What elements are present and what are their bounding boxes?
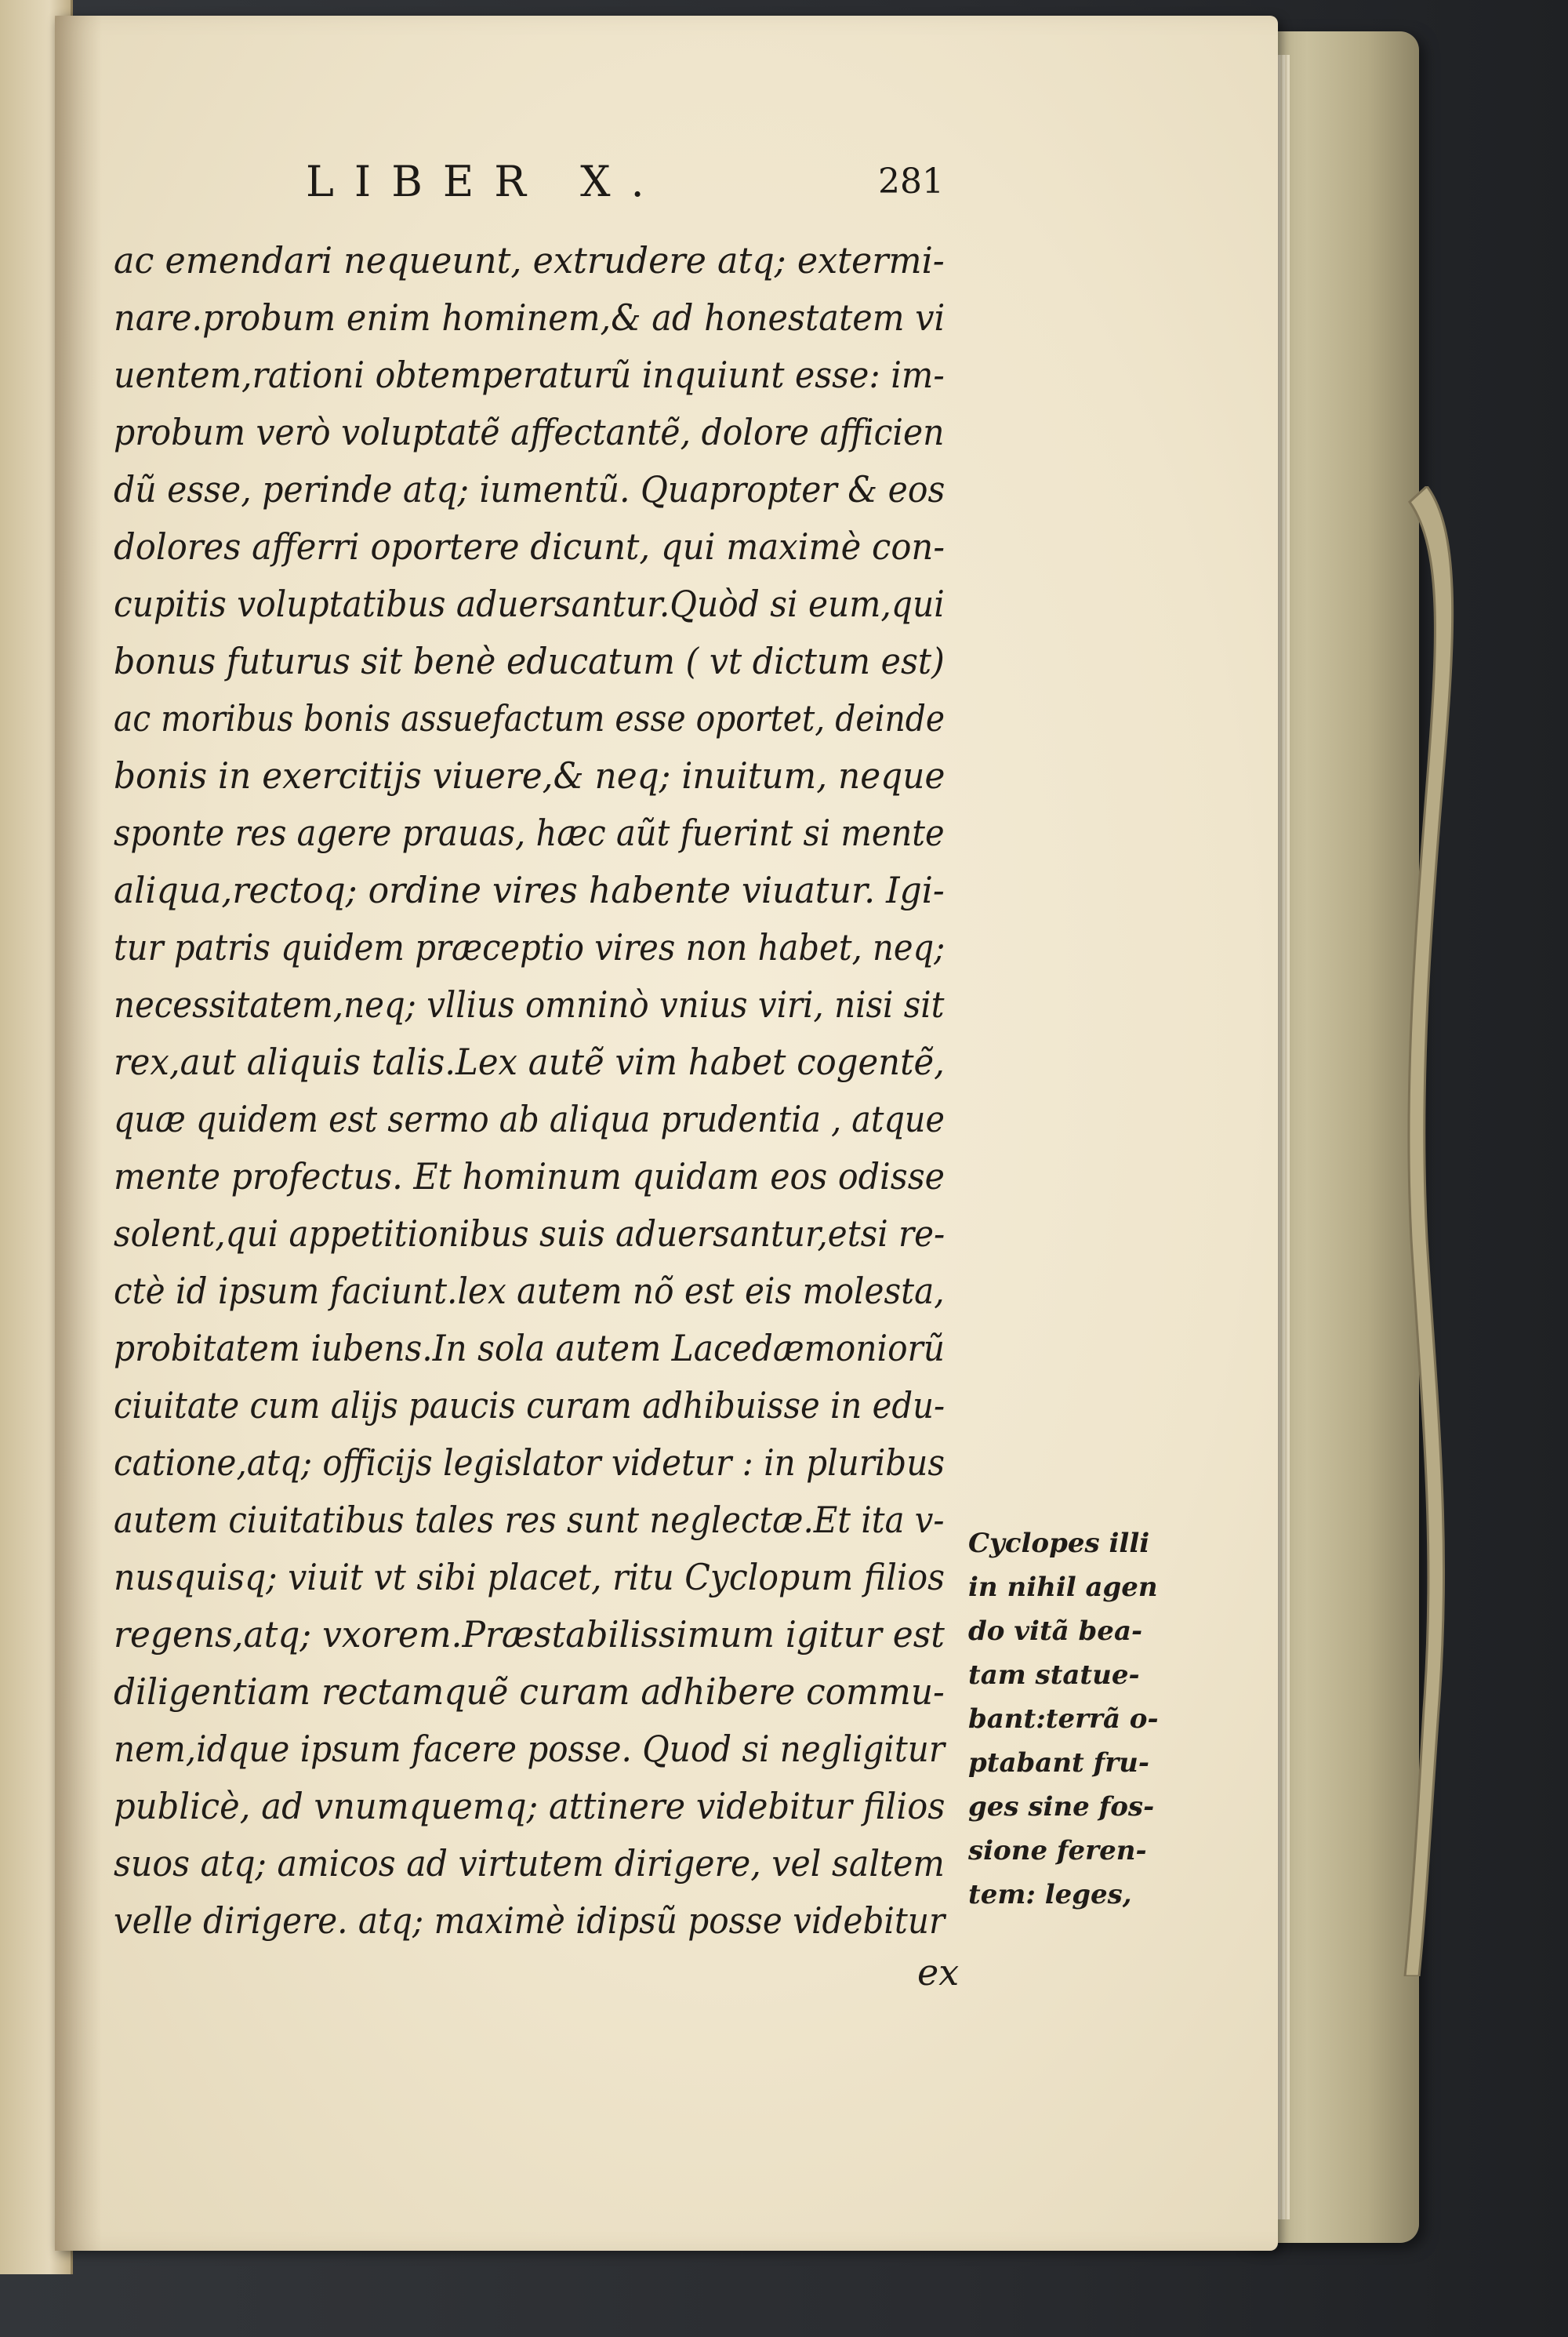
page-number: 281 bbox=[878, 162, 944, 202]
margin-note-line: bant:terrã o- bbox=[968, 1703, 1159, 1735]
margin-note-line: ptabant fru- bbox=[968, 1747, 1149, 1779]
text-line: ctè id ipsum faciunt.lex autem nõ est eis molesta, bbox=[114, 1270, 945, 1312]
margin-note-line: in nihil agen bbox=[968, 1572, 1158, 1603]
text-line: catione,atq; officijs legislator videtur : in pluribus bbox=[114, 1441, 945, 1484]
margin-note-line: Cyclopes illi bbox=[968, 1528, 1150, 1559]
text-line: nusquisq; viuit vt sibi placet, ritu Cyclopum filios bbox=[114, 1556, 946, 1598]
text-line: probitatem iubens.In sola autem Lacedæmoniorũ bbox=[114, 1327, 946, 1369]
text-line: nem,idque ipsum facere posse. Quod si negligitur bbox=[114, 1728, 945, 1770]
text-line: ac emendari nequeunt, extrudere atq; extermi- bbox=[114, 239, 945, 282]
text-line: ac moribus bonis assuefactum esse oportet, deinde bbox=[114, 697, 946, 740]
text-line: suos atq; amicos ad virtutem dirigere, vel saltem bbox=[114, 1842, 945, 1885]
text-line: bonus futurus sit benè educatum ( vt dictum est) bbox=[114, 640, 945, 682]
margin-note-line: tam statue- bbox=[968, 1659, 1140, 1691]
gutter-shadow bbox=[55, 16, 102, 2251]
text-line: quæ quidem est sermo ab aliqua prudentia , atque bbox=[114, 1098, 945, 1140]
text-line: necessitatem,neq; vllius omninò vnius viri, nisi sit bbox=[114, 983, 945, 1026]
margin-note-line: tem: leges, bbox=[968, 1879, 1132, 1910]
text-line: publicè, ad vnumquemq; attinere videbitur filios bbox=[114, 1785, 946, 1827]
running-header: LIBER X. bbox=[306, 157, 665, 206]
text-line: dolores afferri oportere dicunt, qui maximè con- bbox=[114, 525, 945, 568]
text-line: velle dirigere. atq; maximè idipsũ posse videbitur bbox=[114, 1899, 946, 1942]
margin-note-line: ges sine fos- bbox=[968, 1791, 1155, 1823]
text-line: rex,aut aliquis talis.Lex autẽ vim habet cogentẽ, bbox=[114, 1041, 945, 1083]
text-line: probum verò voluptatẽ affectantẽ, dolore afficien bbox=[114, 411, 945, 453]
text-line: bonis in exercitijs viuere,& neq; inuitum, neque bbox=[114, 754, 946, 797]
margin-note-line: do vitã bea- bbox=[968, 1616, 1143, 1647]
text-line: nare.probum enim hominem,& ad honestatem vi bbox=[114, 296, 946, 339]
text-line: tur patris quidem præceptio vires non habet, neq; bbox=[114, 926, 946, 969]
text-line: mente profectus. Et hominum quidam eos odisse bbox=[114, 1155, 946, 1198]
text-line: uentem,rationi obtemperaturũ inquiunt esse: im- bbox=[114, 354, 945, 396]
text-line: diligentiam rectamquẽ curam adhibere commu- bbox=[114, 1670, 945, 1713]
margin-note-line: sione feren- bbox=[968, 1835, 1147, 1866]
text-line: aliqua,rectoq; ordine vires habente viuatur. Igi- bbox=[114, 869, 945, 911]
text-line: cupitis voluptatibus aduersantur.Quòd si eum,qui bbox=[114, 583, 945, 625]
tie-ribbon bbox=[1396, 486, 1466, 1976]
text-line: sponte res agere prauas, hæc aũt fuerint si mente bbox=[114, 812, 945, 854]
text-line: autem ciuitatibus tales res sunt neglectæ.Et ita v- bbox=[114, 1499, 945, 1541]
catchword: ex bbox=[917, 1951, 960, 1994]
text-line: solent,qui appetitionibus suis aduersantur,etsi re- bbox=[114, 1212, 946, 1255]
text-line: dũ esse, perinde atq; iumentũ. Quapropter & eos bbox=[114, 468, 946, 511]
text-line: regens,atq; vxorem.Præstabilissimum igitur est bbox=[114, 1613, 945, 1656]
text-line: ciuitate cum alijs paucis curam adhibuisse in edu- bbox=[114, 1384, 946, 1427]
